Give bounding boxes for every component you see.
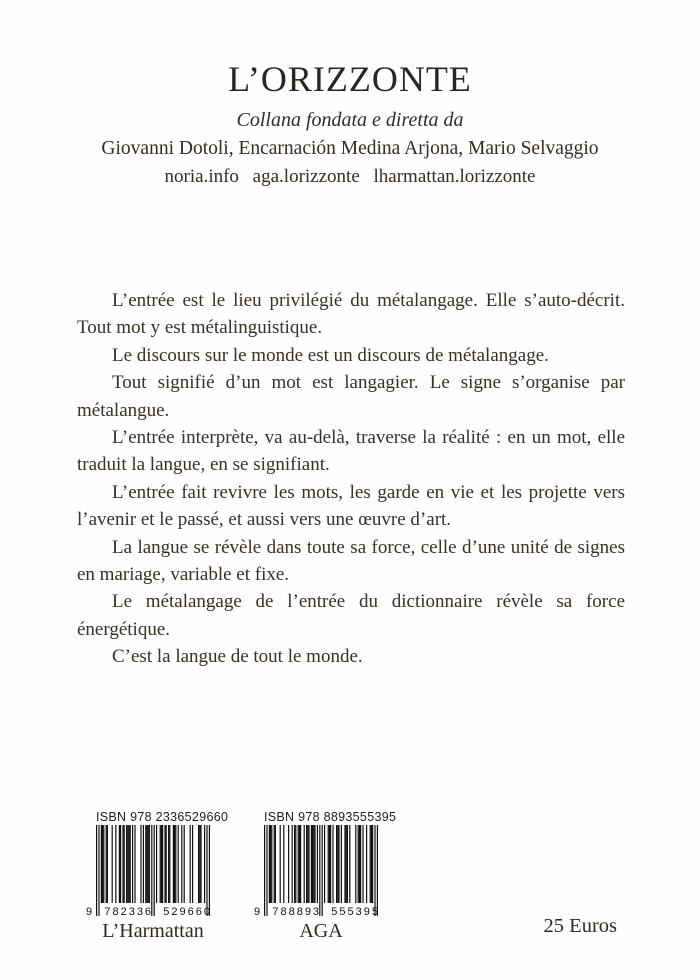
series-websites: noria.info aga.lorizzonte lharmattan.lorizzonte <box>164 165 536 187</box>
blurb-paragraph: L’entrée interprète, va au-delà, traverse la réalité : en un mot, elle traduit la langue, en se signifiant. <box>77 427 625 476</box>
blurb-paragraph: Le discours sur le monde est un discours de métalangage. <box>112 344 549 366</box>
blurb-paragraph: Tout signifié d’un mot est langagier. Le signe s’organise par métalangue. <box>77 372 625 421</box>
series-editors: Giovanni Dotoli, Encarnación Medina Arjona, Mario Selvaggio <box>101 137 599 159</box>
price-label: 25 Euros <box>543 915 617 937</box>
blurb-paragraph: L’entrée fait revivre les mots, les garde en vie et les projette vers l’avenir et le passé, et aussi vers une œuvre d’art. <box>77 481 625 531</box>
back-cover-blurb <box>77 287 625 671</box>
header <box>0 60 700 188</box>
series-subtitle: Collana fondata e diretta da <box>236 108 464 131</box>
ean13-barcode <box>254 825 380 918</box>
isbn-label: ISBN 978 2336529660 <box>96 810 229 824</box>
blurb-paragraph: C’est la langue de tout le monde. <box>112 646 363 668</box>
blurb-paragraph: Le métalangage de l’entrée du dictionnaire révèle sa force énergétique. <box>77 591 625 640</box>
publisher-name: L’Harmattan <box>102 920 204 942</box>
publisher-name: AGA <box>299 920 343 942</box>
ean13-barcode <box>86 825 212 918</box>
barcode-block-harmattan <box>86 810 229 943</box>
series-title: L’ORIZZONTE <box>228 59 472 99</box>
barcode-block-aga <box>254 810 397 943</box>
blurb-paragraph: La langue se révèle dans toute sa force, celle d’une unité de signes en mariage, variable et fixe. <box>77 536 625 586</box>
isbn-label: ISBN 978 8893555395 <box>264 810 397 824</box>
ean-digits: 9 788893 555395 <box>254 906 380 918</box>
ean-digits: 9 782336 529660 <box>86 906 212 918</box>
blurb-paragraph: L’entrée est le lieu privilégié du métalangage. Elle s’auto-décrit. Tout mot y est métalinguistique. <box>77 290 625 339</box>
